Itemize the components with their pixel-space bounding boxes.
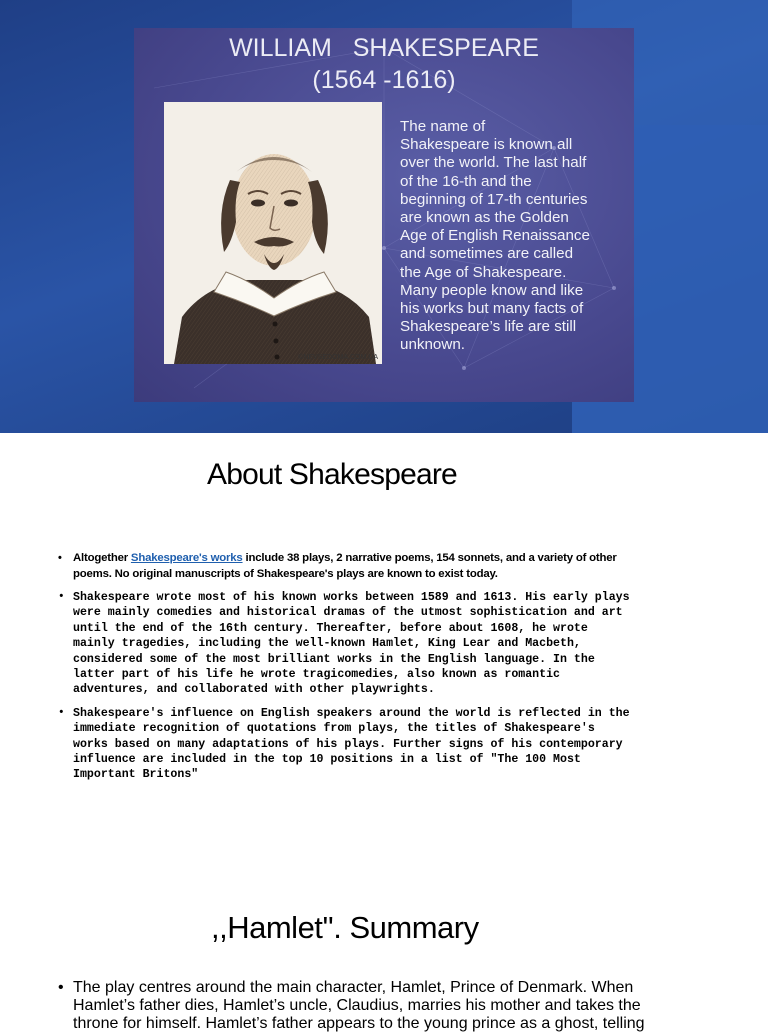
shakespeare-works-link[interactable]: Shakespeare's works <box>130 552 243 564</box>
summary-line: throne for himself. Hamlet’s father appears to the young prince as a ghost, telling <box>73 1015 645 1032</box>
page-title-about: About Shakespeare <box>207 458 457 491</box>
bio-line: his works but many facts of <box>400 300 584 318</box>
bullet-text: include 38 plays, 2 narrative poems, 154 sonnets, and a variety of other <box>242 552 617 564</box>
bullet-line: were mainly comedies and historical dramas of the utmost sophistication and art <box>73 606 623 620</box>
shakespeare-portrait <box>164 102 382 364</box>
bullet-line: considered some of the most brilliant works in the English language. In the <box>73 652 595 666</box>
portrait-credit: ©NEVSEDOMA.COM.UA <box>298 354 378 361</box>
slide-william-shakespeare <box>0 0 768 433</box>
summary-line: Hamlet’s father dies, Hamlet’s uncle, Claudius, marries his mother and takes the <box>73 997 641 1014</box>
bullet-line: works based on many adaptations of his plays. Further signs of his contemporary <box>73 737 623 751</box>
bio-line: the Age of Shakespeare. <box>400 263 567 281</box>
bullet-line: influence are included in the top 10 positions in a list of "The 100 Most <box>73 753 581 767</box>
bio-line: are known as the Golden <box>400 209 569 227</box>
bio-line: Age of English Renaissance <box>400 227 590 245</box>
bio-line: The name of <box>400 118 486 135</box>
slide-title-years: (1564 -1616) <box>312 66 456 94</box>
list-item <box>58 706 718 783</box>
bio-line: of the 16-th and the <box>400 172 532 190</box>
summary-lines <box>73 979 738 1033</box>
bio-line: beginning of 17-th centuries <box>400 190 588 208</box>
bio-line: Shakespeare’s life are still <box>400 318 577 336</box>
hamlet-summary-text <box>58 979 738 1033</box>
bio-line: Many people know and like <box>400 281 584 299</box>
bullet-text: poems. No original manuscripts of Shakespeare's plays are known to exist today. <box>73 568 498 580</box>
about-bullet-list <box>58 550 718 791</box>
bullet-line: adventures, and collaborated with other playwrights. <box>73 683 435 697</box>
bullet-line: until the end of the 16th century. Thereafter, before about 1608, he wrote <box>73 621 588 635</box>
slide-title-name: WILLIAM SHAKESPEARE <box>229 34 539 62</box>
bullet-text: Altogether <box>73 552 131 564</box>
bullet-line: Important Britons" <box>73 768 199 782</box>
bio-line: and sometimes are called <box>400 245 574 263</box>
title-panel <box>134 28 634 402</box>
bullet-line: mainly tragedies, including the well-known Hamlet, King Lear and Macbeth, <box>73 637 581 651</box>
bullet-line: immediate recognition of quotations from plays, the titles of Shakespeare's <box>73 722 595 736</box>
bio-line: unknown. <box>400 336 466 354</box>
bullet-marker: • <box>58 979 64 996</box>
page-title-hamlet-summary: ,,Hamlet''. Summary <box>211 910 479 945</box>
bullet-line: • Shakespeare's influence on English speakers around the world is reflected in the <box>73 706 630 720</box>
bio-text <box>400 118 622 355</box>
bullet-line: • Shakespeare wrote most of his known works between 1589 and 1613. His early plays <box>73 591 630 604</box>
bio-line: over the world. The last half <box>400 154 587 172</box>
summary-line: The play centres around the main character, Hamlet, Prince of Denmark. When <box>73 979 634 996</box>
bullet-line: latter part of his life he wrote tragicomedies, also known as romantic <box>73 668 561 682</box>
bio-line: Shakespeare is known all <box>400 136 573 154</box>
list-item <box>58 590 718 698</box>
list-item <box>58 550 718 582</box>
